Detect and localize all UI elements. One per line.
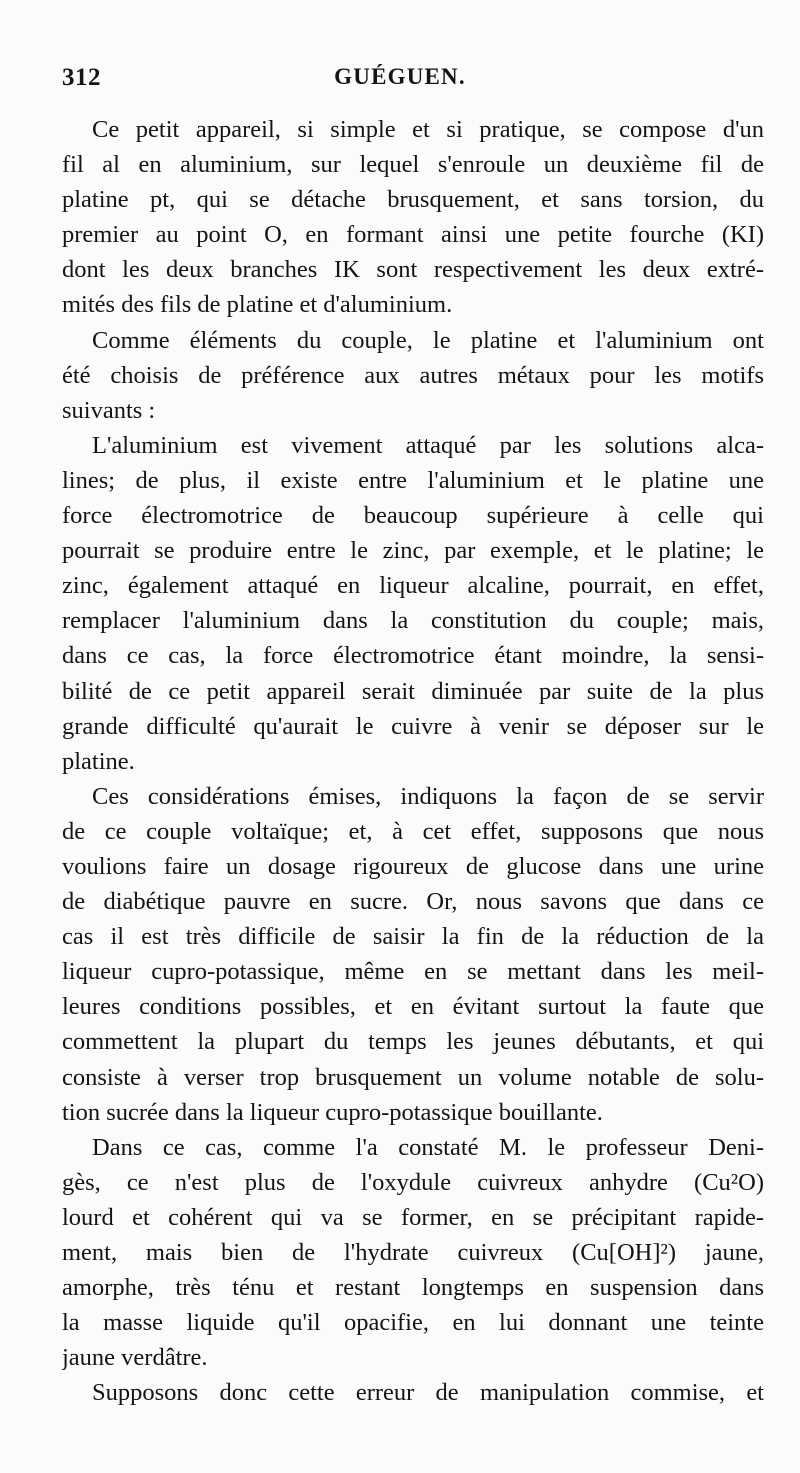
paragraph-3 — [62, 428, 764, 779]
text-line: bilité de ce petit appareil serait diminuée par suite de la plus — [62, 677, 764, 705]
text-line: tion sucrée dans la liqueur cupro-potassique bouillante. — [62, 1098, 603, 1126]
text-line: platine pt, qui se détache brusquement, et sans torsion, du — [62, 186, 764, 214]
text-line: pourrait se produire entre le zinc, par exemple, et le platine; le — [62, 537, 764, 565]
text-line: la masse liquide qu'il opacifie, en lui donnant une teinte — [62, 1309, 764, 1337]
page-number: 312 — [62, 64, 101, 91]
running-head: GUÉGUEN. — [334, 64, 466, 89]
text-line: voulions faire un dosage rigoureux de glucose dans une urine — [62, 852, 764, 880]
body-text — [62, 112, 764, 1410]
text-line: consiste à verser trop brusquement un volume notable de solu- — [62, 1063, 764, 1091]
text-line: de ce couple voltaïque; et, à cet effet, supposons que nous — [62, 817, 764, 845]
text-line: été choisis de préférence aux autres métaux pour les motifs — [62, 361, 764, 389]
text-line: amorphe, très ténu et restant longtemps en suspension dans — [62, 1274, 764, 1302]
text-line: Supposons donc cette erreur de manipulation commise, et — [92, 1379, 764, 1407]
text-line: premier au point O, en formant ainsi une petite fourche (KI) — [62, 221, 764, 249]
text-line: fil al en aluminium, sur lequel s'enroule un deuxième fil de — [62, 151, 764, 179]
paragraph-1 — [62, 112, 764, 323]
text-line: ment, mais bien de l'hydrate cuivreux (Cu[OH]²) jaune, — [62, 1239, 764, 1266]
text-line: dans ce cas, la force électromotrice étant moindre, la sensi- — [62, 642, 764, 670]
text-line: cas il est très difficile de saisir la fin de la réduction de la — [62, 923, 764, 951]
text-line: force électromotrice de beaucoup supérieure à celle qui — [62, 502, 764, 530]
paragraph-5 — [62, 1130, 764, 1376]
text-line: Comme éléments du couple, le platine et l'aluminium ont — [92, 326, 764, 354]
text-line: Ce petit appareil, si simple et si pratique, se compose d'un — [92, 116, 764, 143]
text-line: Ces considérations émises, indiquons la façon de se servir — [92, 782, 764, 810]
paragraph-2 — [62, 323, 764, 428]
text-line: suivants : — [62, 396, 156, 424]
text-line: lines; de plus, il existe entre l'aluminium et le platine une — [62, 466, 764, 494]
text-line: zinc, également attaqué en liqueur alcaline, pourrait, en effet, — [62, 572, 764, 600]
page-header — [62, 64, 738, 98]
text-line: commettent la plupart du temps les jeunes débutants, et qui — [62, 1028, 764, 1056]
text-line: Dans ce cas, comme l'a constaté M. le professeur Deni- — [92, 1133, 764, 1161]
text-line: liqueur cupro-potassique, même en se mettant dans les meil- — [62, 958, 764, 986]
text-line: remplacer l'aluminium dans la constitution du couple; mais, — [62, 607, 764, 635]
paragraph-4 — [62, 779, 764, 1130]
text-line: L'aluminium est vivement attaqué par les solutions alca- — [92, 431, 764, 459]
text-line: lourd et cohérent qui va se former, en se précipitant rapide- — [62, 1203, 764, 1231]
text-line: leures conditions possibles, et en évitant surtout la faute que — [62, 993, 764, 1021]
text-line: de diabétique pauvre en sucre. Or, nous savons que dans ce — [62, 888, 764, 916]
paragraph-6 — [62, 1375, 764, 1410]
text-line: jaune verdâtre. — [62, 1344, 208, 1372]
text-line: platine. — [62, 747, 135, 775]
text-line: mités des fils de platine et d'aluminium. — [62, 291, 453, 319]
text-line: dont les deux branches IK sont respectivement les deux extré- — [62, 256, 764, 284]
text-line: gès, ce n'est plus de l'oxydule cuivreux anhydre (Cu²O) — [62, 1168, 764, 1196]
text-line: grande difficulté qu'aurait le cuivre à venir se déposer sur le — [62, 712, 764, 740]
